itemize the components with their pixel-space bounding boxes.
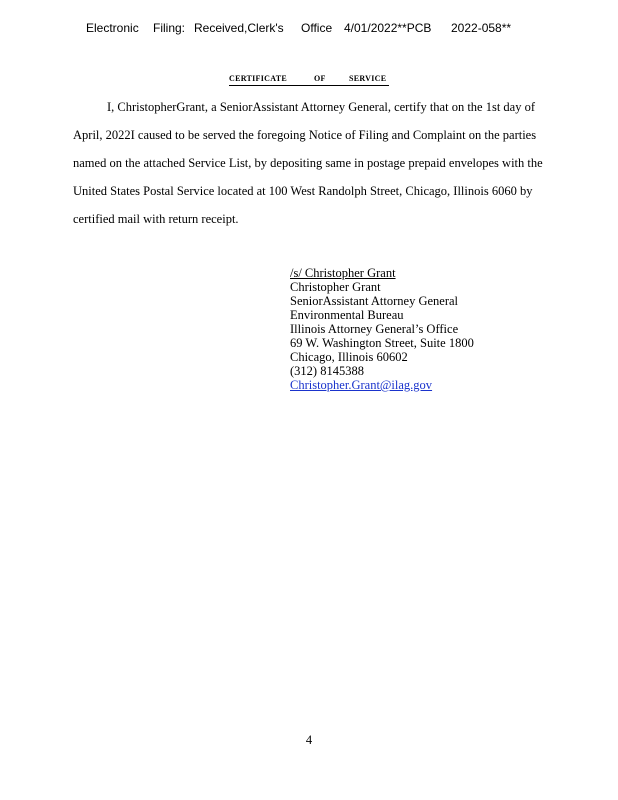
signer-phone: (312) 8145388 <box>290 364 364 378</box>
signer-name: Christopher Grant <box>290 280 381 294</box>
body-line-2: April, 2022I caused to be served the foregoing Notice of Filing and Complaint on the parties <box>73 128 537 142</box>
stamp-received: Received,Clerk's <box>194 21 284 35</box>
stamp-date-pcb: 4/01/2022**PCB <box>344 21 432 35</box>
signer-bureau: Environmental Bureau <box>290 308 404 322</box>
title-certificate: CERTIFICATE <box>229 74 287 83</box>
signer-email-link[interactable]: Christopher.Grant@ilag.gov <box>290 378 433 392</box>
stamp-filing: Filing: <box>153 21 186 35</box>
filing-stamp <box>86 20 526 36</box>
body-line-3: named on the attached Service List, by depositing same in postage prepaid envelopes with the <box>73 156 543 170</box>
title-service: SERVICE <box>349 74 387 83</box>
body-line-1: I, ChristopherGrant, a SeniorAssistant Attorney General, certify that on the 1st day of <box>107 100 536 114</box>
body-line-4: United States Postal Service located at 100 West Randolph Street, Chicago, Illinois 6060 by <box>73 184 533 198</box>
page-number: 4 <box>305 733 313 747</box>
signer-office: Illinois Attorney General’s Office <box>290 322 459 336</box>
signature-block <box>290 266 550 392</box>
document-title <box>229 74 389 86</box>
stamp-office: Office <box>301 21 333 35</box>
signer-street: 69 W. Washington Street, Suite 1800 <box>290 336 474 350</box>
certificate-body <box>73 93 593 233</box>
electronic-signature: /s/ Christopher Grant <box>290 266 396 280</box>
body-line-5: certified mail with return receipt. <box>73 212 239 226</box>
stamp-case-number: 2022-058** <box>451 21 512 35</box>
title-of: OF <box>314 74 326 83</box>
signer-city: Chicago, Illinois 60602 <box>290 350 408 364</box>
signer-position: SeniorAssistant Attorney General <box>290 294 459 308</box>
stamp-electronic: Electronic <box>86 21 139 35</box>
